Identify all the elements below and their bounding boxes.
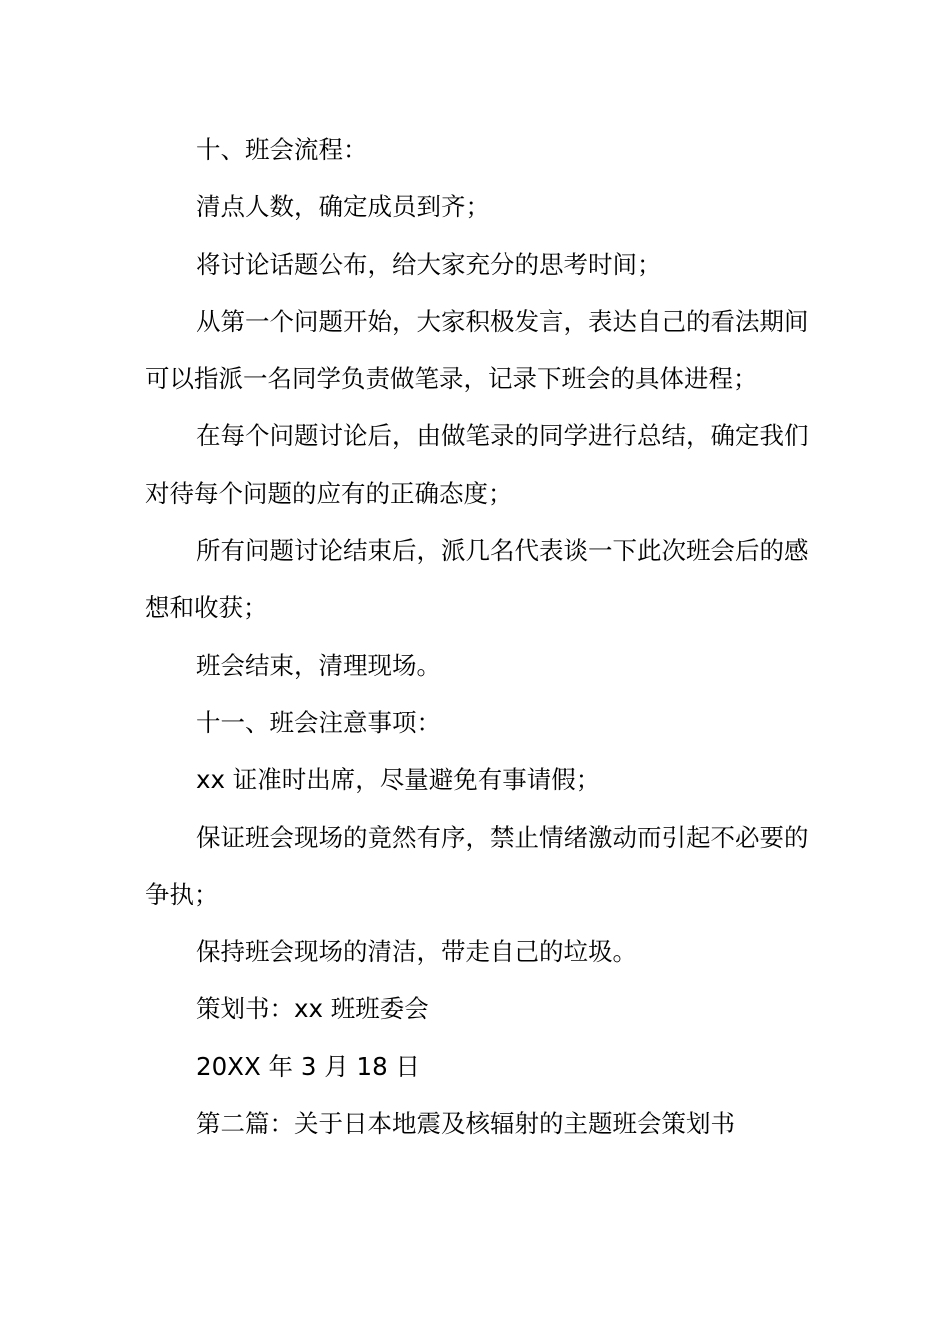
- paragraph: 在每个问题讨论后，由做笔录的同学进行总结，确定我们对待每个问题的应有的正确态度；: [145, 421, 809, 508]
- paragraph: 保证班会现场的竟然有序，禁止情绪激动而引起不必要的争执；: [145, 822, 809, 909]
- date-line: 20XX 年 3 月 18 日: [196, 1051, 420, 1081]
- paragraph: 从第一个问题开始，大家积极发言，表达自己的看法期间可以指派一名同学负责做笔录，记录下班会的具体进程；: [145, 306, 809, 394]
- paragraph: xx 证准时出席，尽量避免有事请假；: [196, 765, 601, 795]
- signature-line: 策划书：xx 班班委会: [196, 994, 429, 1024]
- paragraph: 将讨论话题公布，给大家充分的思考时间；: [196, 249, 662, 279]
- document-page: [145, 121, 810, 1152]
- paragraph: 所有问题讨论结束后，派几名代表谈一下此次班会后的感想和收获；: [145, 536, 809, 623]
- paragraph: 保持班会现场的清洁，带走自己的垃圾。: [196, 937, 637, 967]
- next-article-title: 第二篇：关于日本地震及核辐射的主题班会策划书: [196, 1109, 735, 1139]
- paragraph: 清点人数，确定成员到齐；: [196, 192, 490, 222]
- section-heading-process: 十、班会流程：: [196, 135, 368, 164]
- section-heading-notes: 十一、班会注意事项：: [196, 707, 441, 737]
- paragraph: 班会结束，清理现场。: [196, 650, 441, 680]
